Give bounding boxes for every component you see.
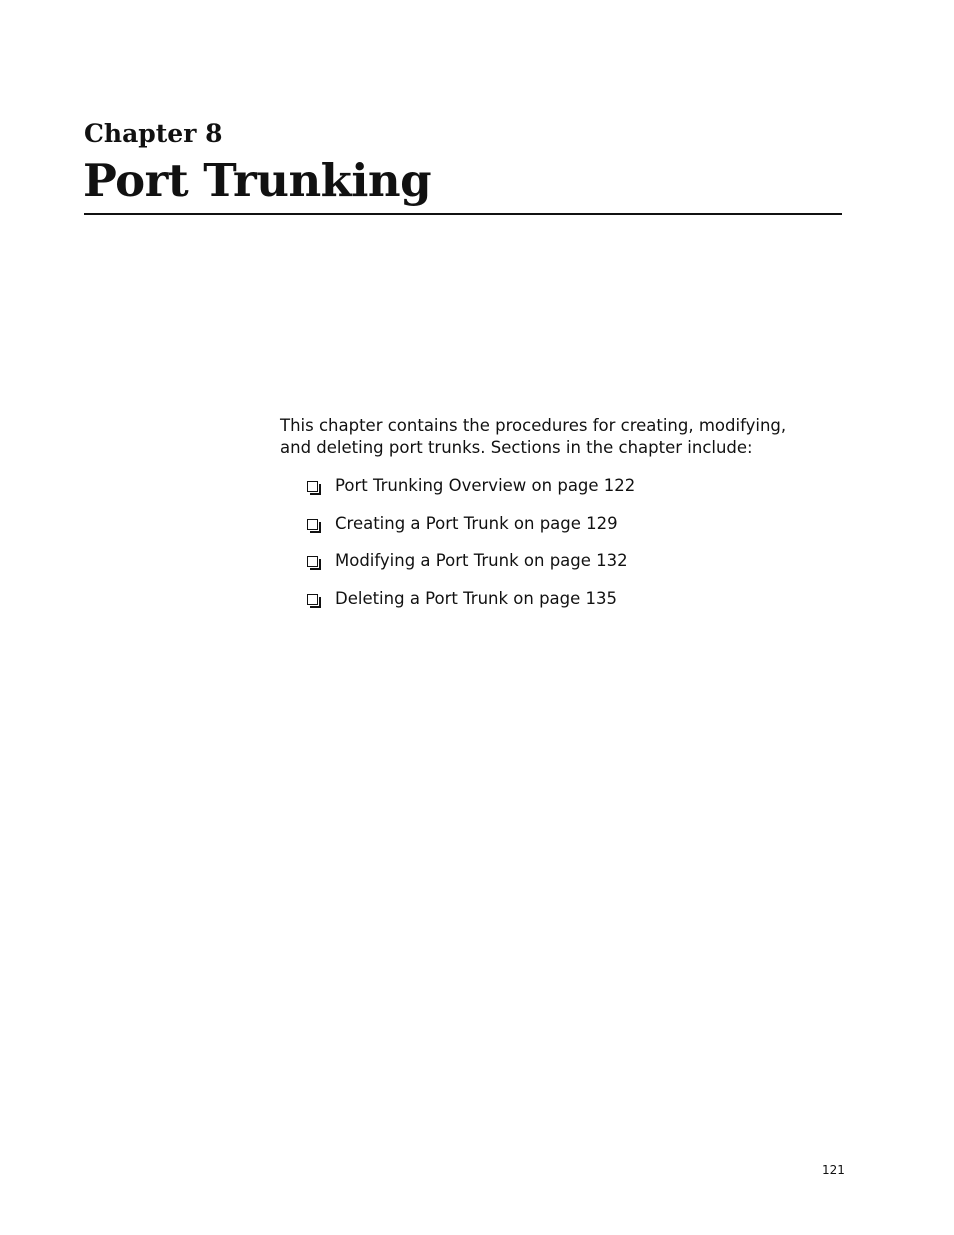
chapter-title: Port Trunking xyxy=(83,154,432,207)
section-list-item xyxy=(307,550,635,588)
section-link[interactable]: Deleting a Port Trunk on page 135 xyxy=(335,588,618,608)
checkbox-icon xyxy=(307,481,318,492)
title-divider xyxy=(84,213,842,215)
checkbox-icon xyxy=(307,556,318,567)
intro-paragraph: This chapter contains the procedures for creating, modifying, and deleting port trunks. Sections in the chapter include: xyxy=(280,416,787,457)
checkbox-icon xyxy=(307,519,318,530)
section-link[interactable]: Creating a Port Trunk on page 129 xyxy=(335,513,618,533)
section-list xyxy=(307,475,635,625)
chapter-label: Chapter 8 xyxy=(84,119,223,148)
section-list-item xyxy=(307,588,635,626)
section-list-item xyxy=(307,513,635,551)
page-number: 121 xyxy=(822,1163,845,1177)
checkbox-icon xyxy=(307,594,318,605)
section-link[interactable]: Port Trunking Overview on page 122 xyxy=(335,476,636,495)
section-link[interactable]: Modifying a Port Trunk on page 132 xyxy=(335,551,628,570)
section-list-item xyxy=(307,475,635,513)
